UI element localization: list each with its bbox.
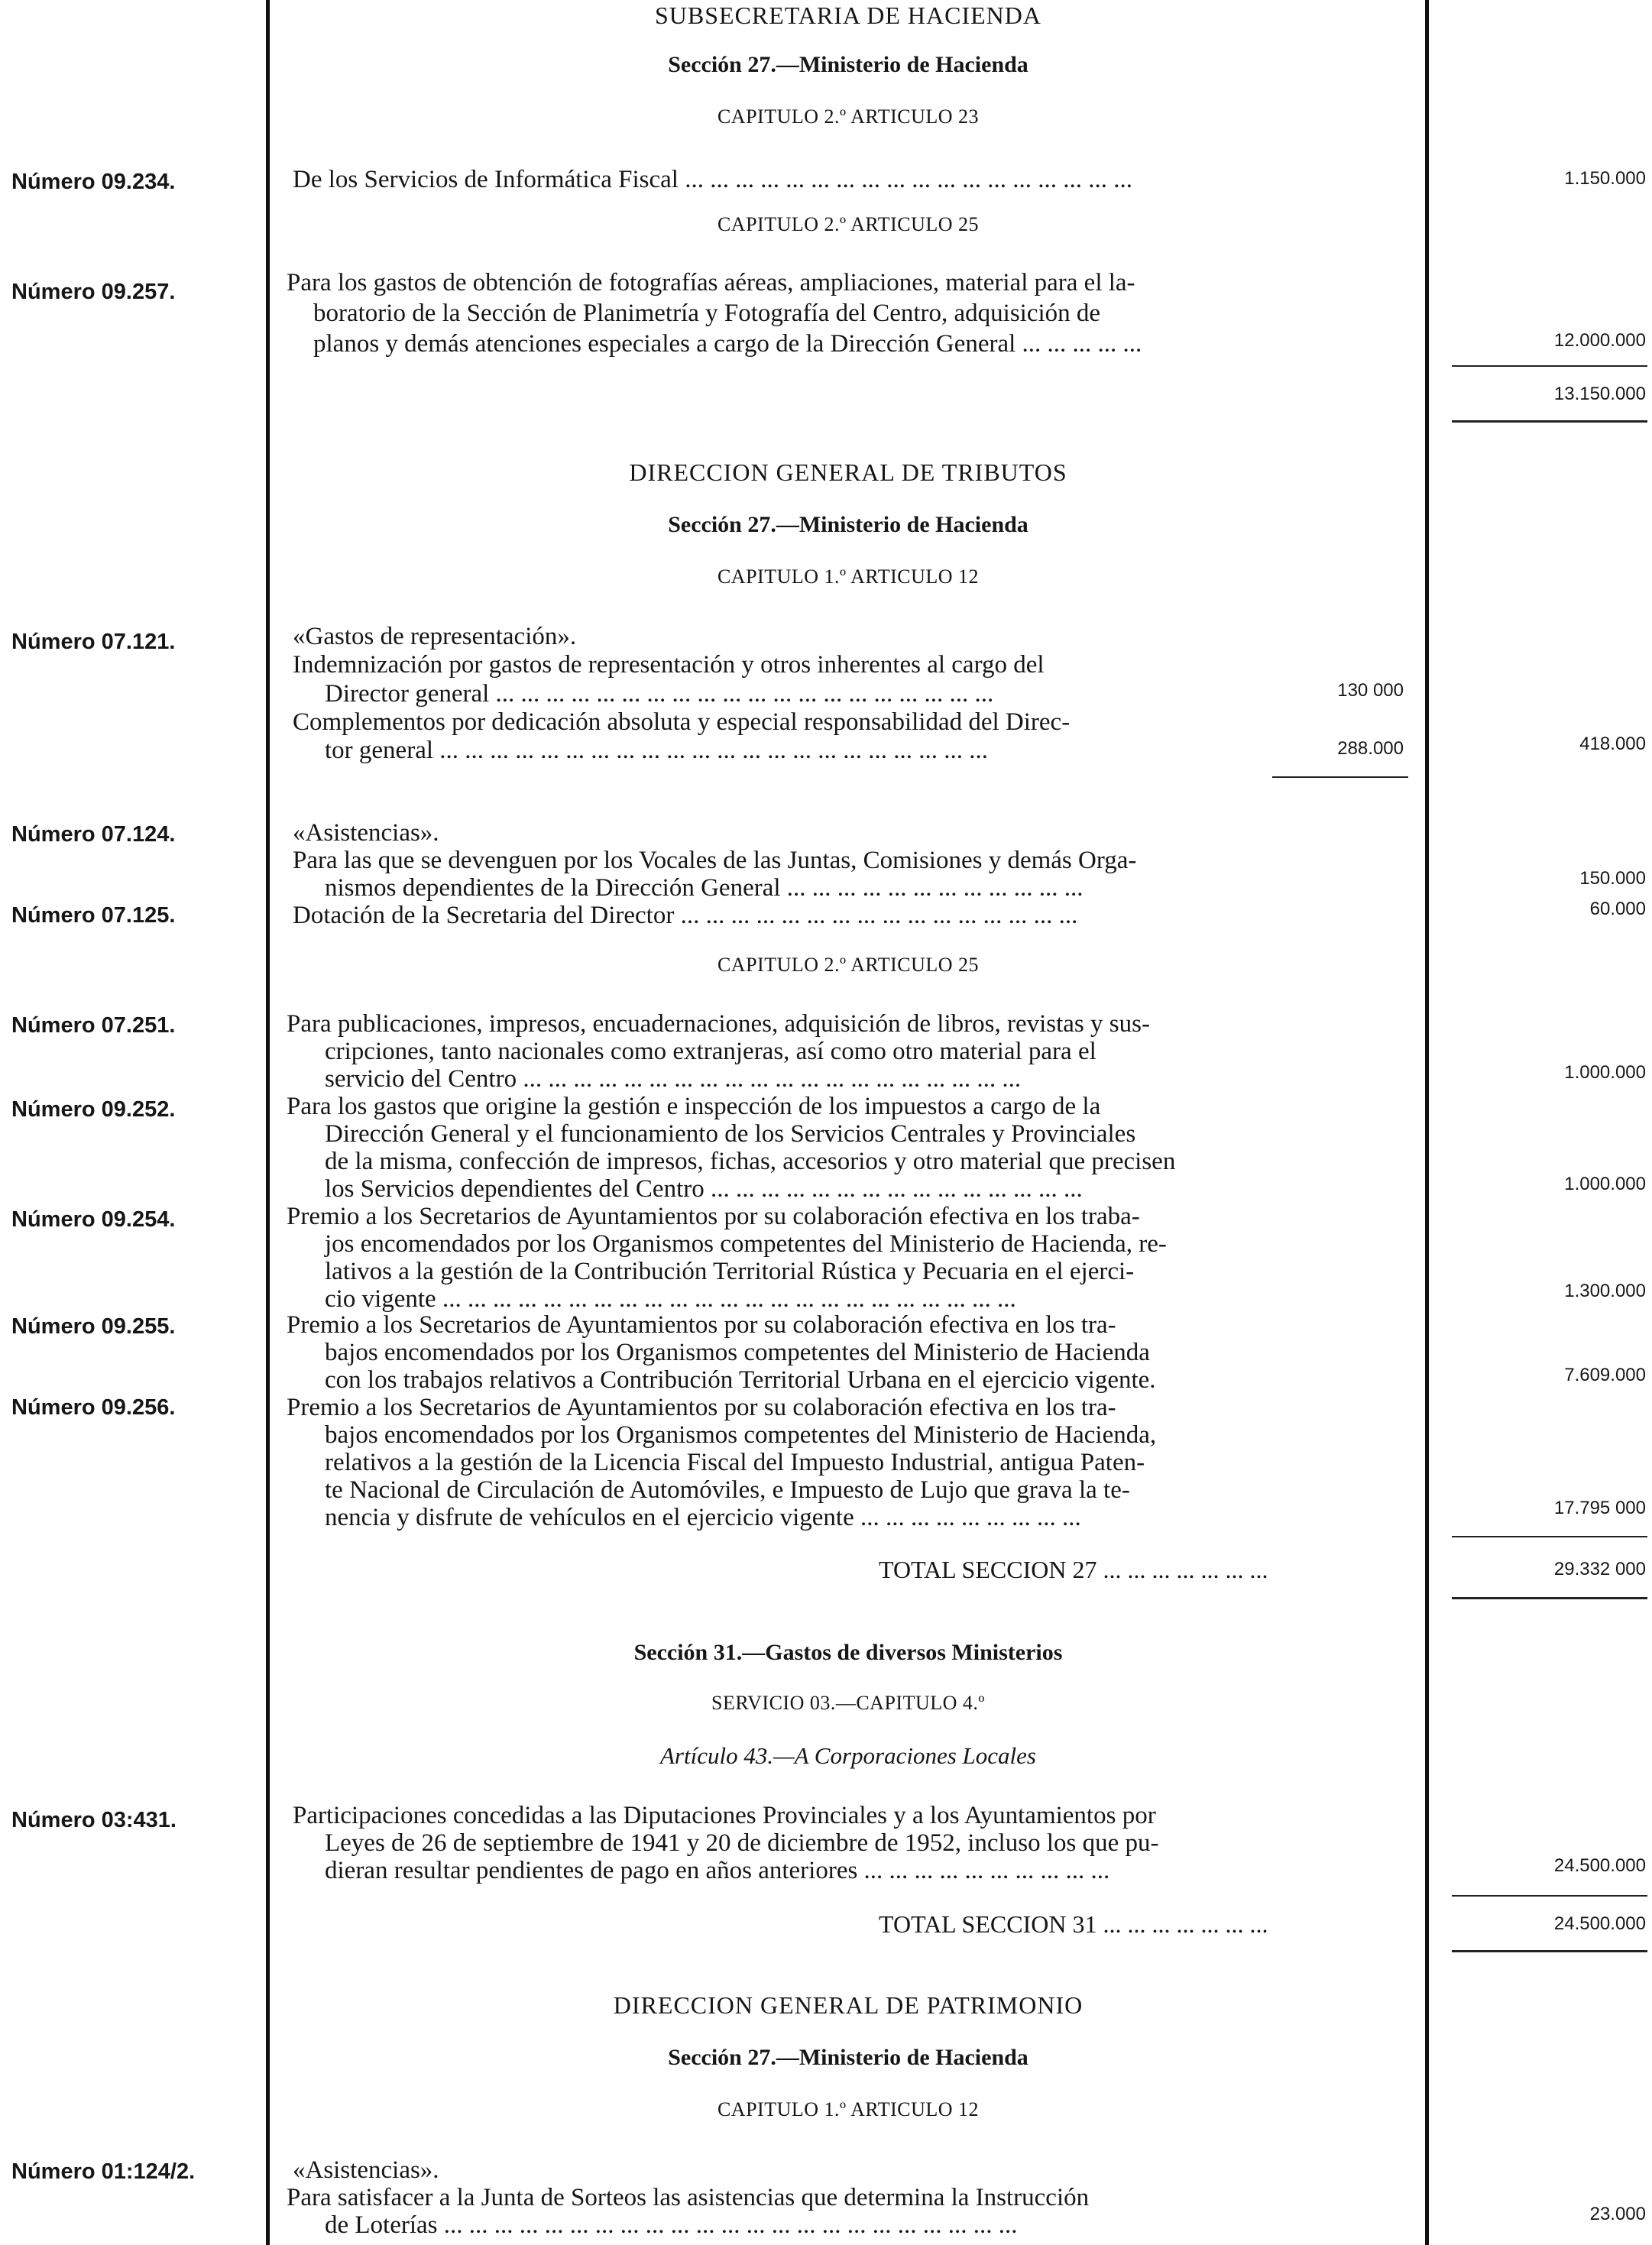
entry-line: Leyes de 26 de septiembre de 1941 y 20 de diciembre de 1952, incluso los que pu- bbox=[325, 1829, 1159, 1857]
entry-line: «Gastos de representación». bbox=[293, 623, 577, 650]
entry-line: Para publicaciones, impresos, encuadernaciones, adquisición de libros, revistas y sus- bbox=[287, 1010, 1150, 1038]
entry-number: Número 09.254. bbox=[11, 1207, 176, 1232]
entry-line: servicio del Centro ... ... ... ... ... ... ... ... ... ... ... ... ... ... ... ... ... ... ... ... bbox=[325, 1065, 1022, 1093]
entry-line: de la misma, confección de impresos, fichas, accesorios y otro material que precisen bbox=[325, 1148, 1176, 1175]
entry-number: Número 07.121. bbox=[11, 630, 176, 654]
entry-line: planos y demás atenciones especiales a cargo de la Dirección General ... ... ... ... ... bbox=[313, 330, 1142, 358]
entry-line: te Nacional de Circulación de Automóviles, e Impuesto de Lujo que grava la te- bbox=[325, 1476, 1130, 1504]
entry-line: De los Servicios de Informática Fiscal ... ... ... ... ... ... ... ... ... ... ... ... ... ... ... ... ... ... bbox=[293, 166, 1132, 193]
entry-line: Participaciones concedidas a las Diputaciones Provinciales y a los Ayuntamientos por bbox=[293, 1802, 1156, 1829]
sum-rule bbox=[1272, 776, 1408, 778]
left-column-rule bbox=[266, 0, 270, 2245]
chapter-heading: SERVICIO 03.—CAPITULO 4.º bbox=[711, 1692, 985, 1714]
entry-line: de Loterías ... ... ... ... ... ... ... ... ... ... ... ... ... ... ... ... ... ... ... ... ... ... ... bbox=[325, 2211, 1018, 2239]
section-heading: SUBSECRETARIA DE HACIENDA bbox=[654, 2, 1041, 29]
entry-line: jos encomendados por los Organismos competentes del Ministerio de Hacienda, re- bbox=[325, 1230, 1167, 1258]
total-amount: 29.332 000 bbox=[1553, 1559, 1646, 1579]
section-heading: DIRECCION GENERAL DE PATRIMONIO bbox=[613, 1991, 1084, 2019]
total-label: TOTAL SECCION 31 ... ... ... ... ... ... ... bbox=[879, 1910, 1268, 1938]
entry-amount: 17.795 000 bbox=[1553, 1498, 1646, 1518]
chapter-heading: CAPITULO 2.º ARTICULO 25 bbox=[717, 954, 980, 976]
sum-rule bbox=[1452, 1895, 1647, 1897]
entry-line: nismos dependientes de la Dirección General ... ... ... ... ... ... ... ... ... ... ... ... bbox=[325, 874, 1084, 902]
entry-line: boratorio de la Sección de Planimetría y Fotografía del Centro, adquisición de bbox=[313, 300, 1101, 327]
total-rule bbox=[1452, 1597, 1647, 1599]
chapter-heading: CAPITULO 1.º ARTICULO 12 bbox=[717, 565, 980, 588]
entry-line: lativos a la gestión de la Contribución Territorial Rústica y Pecuaria en el ejerci- bbox=[325, 1258, 1135, 1285]
chapter-heading: CAPITULO 2.º ARTICULO 23 bbox=[717, 105, 980, 128]
entry-line: cripciones, tanto nacionales como extranjeras, así como otro material para el bbox=[325, 1038, 1096, 1065]
entry-amount: 150.000 bbox=[1579, 868, 1646, 889]
subsection-heading: Sección 27.—Ministerio de Hacienda bbox=[668, 2045, 1028, 2070]
entry-line: tor general ... ... ... ... ... ... ... ... ... ... ... ... ... ... ... ... ... ... ... ... ... ... bbox=[325, 737, 989, 764]
entry-amount: 1.150.000 bbox=[1564, 168, 1646, 189]
subsection-heading: Sección 27.—Ministerio de Hacienda bbox=[668, 52, 1028, 77]
entry-number: Número 07.125. bbox=[11, 903, 176, 928]
entry-line: Para los gastos que origine la gestión e inspección de los impuestos a cargo de la bbox=[287, 1093, 1101, 1120]
total-amount: 24.500.000 bbox=[1553, 1913, 1646, 1934]
entry-number: Número 01:124/2. bbox=[11, 2159, 196, 2184]
total-label: TOTAL SECCION 27 ... ... ... ... ... ... ... bbox=[879, 1556, 1268, 1583]
entry-amount: 418.000 bbox=[1579, 734, 1646, 754]
entry-line: bajos encomendados por los Organismos competentes del Ministerio de Hacienda bbox=[325, 1339, 1150, 1366]
entry-amount: 1.000.000 bbox=[1564, 1062, 1646, 1083]
total-rule bbox=[1452, 1950, 1647, 1952]
sum-rule bbox=[1452, 1536, 1647, 1537]
entry-number: Número 09.255. bbox=[11, 1314, 176, 1339]
entry-number: Número 09.234. bbox=[11, 170, 176, 194]
sum-rule bbox=[1452, 365, 1647, 367]
subtotal-amount: 13.150.000 bbox=[1553, 384, 1646, 404]
entry-line: con los trabajos relativos a Contribución Territorial Urbana en el ejercicio vigente. bbox=[325, 1366, 1156, 1394]
entry-line: Para satisfacer a la Junta de Sorteos las asistencias que determina la Instrucción bbox=[287, 2184, 1090, 2211]
total-rule bbox=[1452, 420, 1647, 423]
entry-amount: 23.000 bbox=[1589, 2204, 1646, 2224]
entry-number: Número 09.256. bbox=[11, 1395, 176, 1420]
entry-line: los Servicios dependientes del Centro ... ... ... ... ... ... ... ... ... ... ... ... ... ... ... bbox=[325, 1175, 1083, 1203]
entry-amount: 24.500.000 bbox=[1553, 1855, 1646, 1876]
entry-line: Indemnización por gastos de representación y otros inherentes al cargo del bbox=[293, 651, 1045, 679]
entry-line: dieran resultar pendientes de pago en años anteriores ... ... ... ... ... ... ... ... ... ... bbox=[325, 1857, 1110, 1884]
right-column-rule bbox=[1425, 0, 1429, 2245]
entry-amount: 12.000.000 bbox=[1553, 330, 1646, 351]
entry-amount: 1.300.000 bbox=[1564, 1281, 1646, 1301]
sub-amount: 288.000 bbox=[1337, 738, 1404, 759]
subsection-heading: Sección 31.—Gastos de diversos Ministerios bbox=[633, 1640, 1063, 1665]
entry-amount: 1.000.000 bbox=[1564, 1174, 1646, 1194]
entry-line: Premio a los Secretarios de Ayuntamientos por su colaboración efectiva en los tra- bbox=[287, 1311, 1116, 1339]
entry-line: Dirección General y el funcionamiento de los Servicios Centrales y Provinciales bbox=[325, 1120, 1136, 1148]
entry-line: bajos encomendados por los Organismos competentes del Ministerio de Hacienda, bbox=[325, 1421, 1157, 1449]
entry-line: Dotación de la Secretaria del Director ... ... ... ... ... ... ... ... ... ... ... ... ... ... ... ... bbox=[293, 902, 1078, 929]
entry-line: cio vigente ... ... ... ... ... ... ... ... ... ... ... ... ... ... ... ... ... ... ... ... ... ... ... bbox=[325, 1285, 1016, 1313]
entry-line: Para las que se devenguen por los Vocales de las Juntas, Comisiones y demás Orga- bbox=[293, 847, 1137, 874]
entry-number: Número 07.124. bbox=[11, 822, 176, 847]
entry-line: Director general ... ... ... ... ... ... ... ... ... ... ... ... ... ... ... ... ... ... ... ... bbox=[325, 680, 994, 708]
entry-number: Número 09.257. bbox=[11, 280, 176, 304]
section-heading: DIRECCION GENERAL DE TRIBUTOS bbox=[629, 458, 1067, 486]
sub-amount: 130 000 bbox=[1337, 680, 1404, 701]
entry-line: relativos a la gestión de la Licencia Fiscal del Impuesto Industrial, antigua Paten- bbox=[325, 1449, 1145, 1476]
entry-line: Complementos por dedicación absoluta y especial responsabilidad del Direc- bbox=[293, 708, 1071, 736]
chapter-heading: CAPITULO 1.º ARTICULO 12 bbox=[717, 2098, 980, 2120]
subsection-heading: Sección 27.—Ministerio de Hacienda bbox=[668, 512, 1028, 537]
entry-line: Para los gastos de obtención de fotografías aéreas, ampliaciones, material para el la- bbox=[287, 269, 1135, 296]
entry-line: Premio a los Secretarios de Ayuntamientos por su colaboración efectiva en los tra- bbox=[287, 1394, 1116, 1421]
entry-number: Número 09.252. bbox=[11, 1097, 176, 1122]
entry-amount: 60.000 bbox=[1589, 899, 1646, 919]
chapter-heading: CAPITULO 2.º ARTICULO 25 bbox=[717, 213, 980, 235]
entry-line: nencia y disfrute de vehículos en el ejercicio vigente ... ... ... ... ... ... ... ... ... bbox=[325, 1504, 1081, 1531]
entry-amount: 7.609.000 bbox=[1564, 1365, 1646, 1385]
entry-line: Premio a los Secretarios de Ayuntamientos por su colaboración efectiva en los traba- bbox=[287, 1203, 1140, 1230]
entry-line: «Asistencias». bbox=[293, 819, 439, 847]
entry-number: Número 07.251. bbox=[11, 1013, 176, 1038]
entry-line: «Asistencias». bbox=[293, 2156, 439, 2184]
article-heading: Artículo 43.—A Corporaciones Locales bbox=[660, 1742, 1036, 1769]
entry-number: Número 03:431. bbox=[11, 1808, 177, 1832]
